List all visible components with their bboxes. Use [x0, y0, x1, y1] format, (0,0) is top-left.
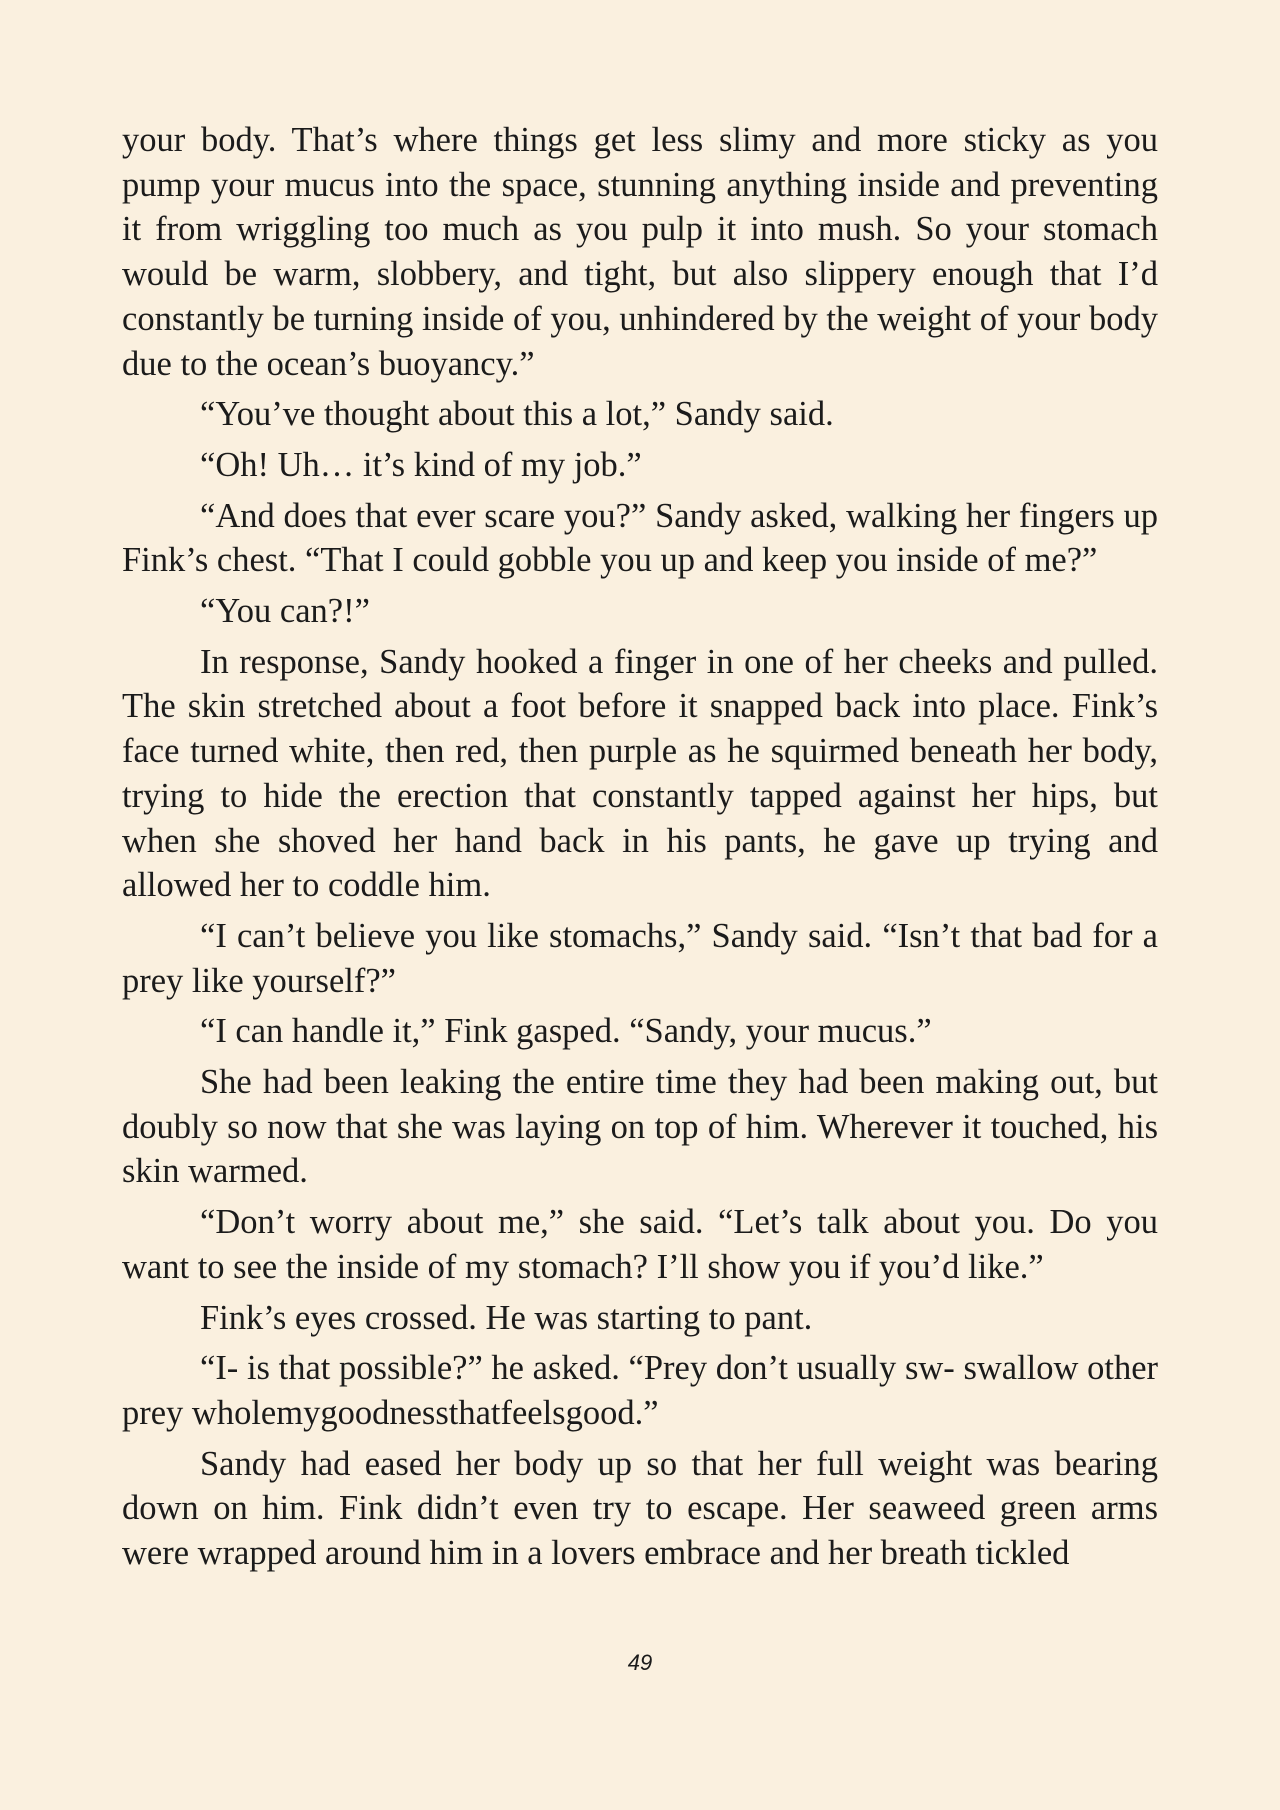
paragraph: “And does that ever scare you?” Sandy asked, walking her fingers up Fink’s chest. “That I could gobble you up and keep you inside of me?”: [122, 496, 1158, 580]
paragraph: She had been leaking the entire time they had been making out, but doubly so now that she was laying on top of him. Wherever it touched, his skin warmed.: [122, 1063, 1158, 1191]
paragraph: “You’ve thought about this a lot,” Sandy said.: [200, 395, 834, 434]
paragraph: “You can?!”: [200, 592, 370, 631]
paragraph: In response, Sandy hooked a finger in one of her cheeks and pulled. The skin stretched about a foot before it snapped back into place. Fink’s face turned white, then red, then purple as he squirmed beneath her body, trying to hide the erection that constantly tapped against her hips, but when she shoved her hand back in his pants, he gave up trying and allowed her to coddle him.: [122, 642, 1158, 905]
paragraph: “I can handle it,” Fink gasped. “Sandy, your mucus.”: [200, 1012, 932, 1051]
paragraph: “Oh! Uh… it’s kind of my job.”: [200, 445, 642, 484]
paragraph: your body. That’s where things get less slimy and more sticky as you pump your mucus into the space, stunning anything inside and preventing it from wriggling too much as you pulp it into mush. So your stomach would be warm, slobbery, and tight, but also slippery enough that I’d constantly be turning inside of you, unhindered by the weight of your body due to the ocean’s buoyancy.”: [122, 121, 1158, 383]
paragraph: “I- is that possible?” he asked. “Prey don’t usually sw- swallow other prey wholemygoodnessthatfeelsgood.”: [122, 1349, 1158, 1432]
page-body: [122, 118, 1158, 1582]
paragraph: “I can’t believe you like stomachs,” Sandy said. “Isn’t that bad for a prey like yourself?”: [122, 916, 1158, 1000]
paragraph: “Don’t worry about me,” she said. “Let’s talk about you. Do you want to see the inside of my stomach? I’ll show you if you’d like.”: [122, 1203, 1158, 1286]
page-number: 49: [627, 1650, 653, 1675]
paragraph: Fink’s eyes crossed. He was starting to pant.: [200, 1298, 813, 1337]
paragraph: Sandy had eased her body up so that her full weight was bearing down on him. Fink didn’t even try to escape. Her seaweed green arms were wrapped around him in a lovers embrace and her breath tickled: [122, 1444, 1158, 1573]
